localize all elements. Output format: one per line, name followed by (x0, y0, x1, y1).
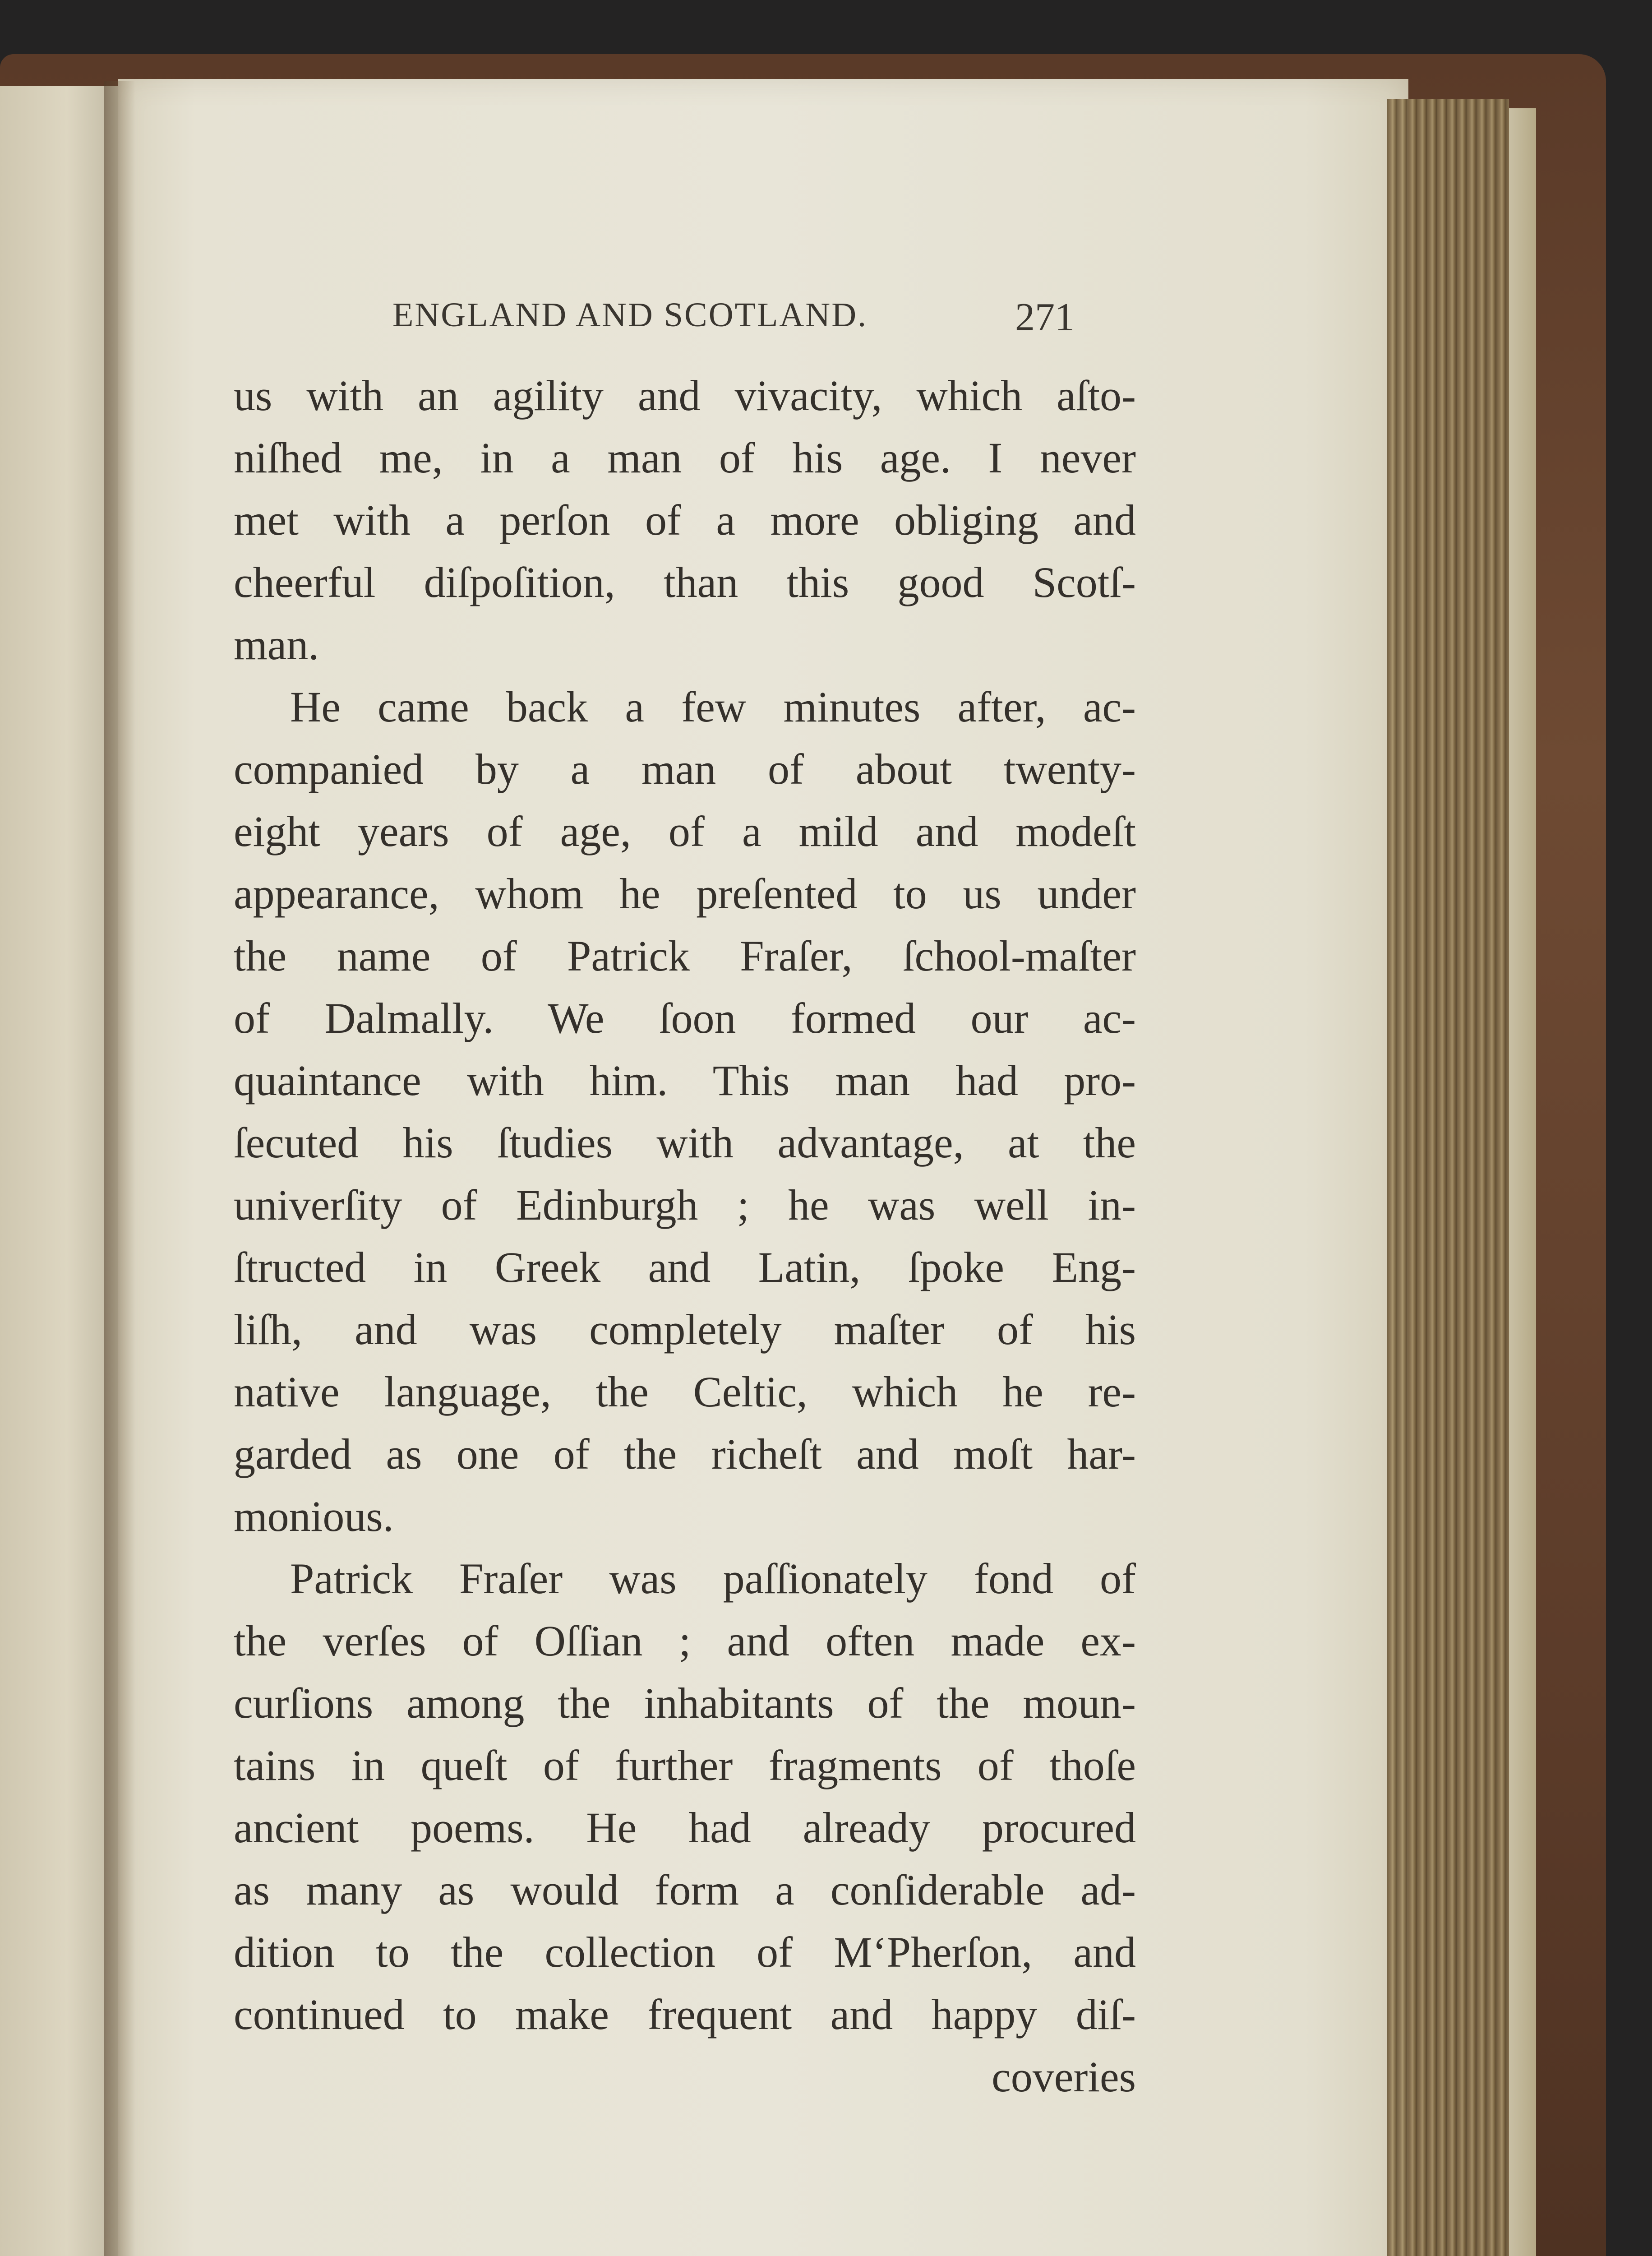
text-line: Patrick Fraſer was paſſionately fond of (290, 1554, 1136, 1603)
text-line: appearance, whom he preſented to us under (234, 869, 1136, 918)
text-line: monious. (234, 1492, 394, 1540)
text-line: ancient poems. He had already procured (234, 1803, 1136, 1852)
page-number: 271 (1015, 296, 1075, 339)
text-line: quaintance with him. This man had pro- (234, 1056, 1136, 1105)
text-line: curſions among the inhabitants of the moun- (234, 1679, 1136, 1727)
text-line: as many as would form a conſiderable ad- (234, 1866, 1136, 1914)
text-line: dition to the collection of M‘Pherſon, and (234, 1928, 1136, 1976)
text-line: eight years of age, of a mild and modeſt (234, 807, 1136, 855)
text-line: us with an agility and vivacity, which aſto- (234, 371, 1136, 420)
text-line: garded as one of the richeſt and moſt har- (234, 1430, 1136, 1478)
text-line: tains in queſt of further fragments of thoſe (234, 1741, 1136, 1789)
text-line: man. (234, 620, 319, 669)
page-stack-light (1509, 108, 1536, 2256)
text-line: cheerful diſpoſition, than this good Scotſ- (234, 558, 1136, 606)
catchword: coveries (992, 2053, 1136, 2101)
gutter-shadow (104, 81, 135, 2256)
text-line: continued to make frequent and happy diſ- (234, 1990, 1136, 2039)
text-line: liſh, and was completely maſter of his (234, 1305, 1136, 1354)
text-line: ſecuted his ſtudies with advantage, at the (234, 1119, 1136, 1167)
body-text (234, 365, 1136, 2108)
text-line: of Dalmally. We ſoon formed our ac- (234, 994, 1136, 1042)
text-line: the name of Patrick Fraſer, ſchool-maſter (234, 932, 1136, 980)
text-line: met with a perſon of a more obliging and (234, 496, 1136, 544)
text-line: univerſity of Edinburgh ; he was well in- (234, 1181, 1136, 1229)
text-line: companied by a man of about twenty- (234, 745, 1136, 793)
running-head-title: ENGLAND AND SCOTLAND. (392, 296, 868, 334)
text-line: the verſes of Oſſian ; and often made ex- (234, 1617, 1136, 1665)
text-line: He came back a few minutes after, ac- (290, 683, 1136, 731)
text-line: niſhed me, in a man of his age. I never (234, 434, 1136, 482)
text-line: native language, the Celtic, which he re- (234, 1368, 1136, 1416)
text-line: ſtructed in Greek and Latin, ſpoke Eng- (234, 1243, 1136, 1291)
page-stack-edge (1387, 99, 1509, 2256)
